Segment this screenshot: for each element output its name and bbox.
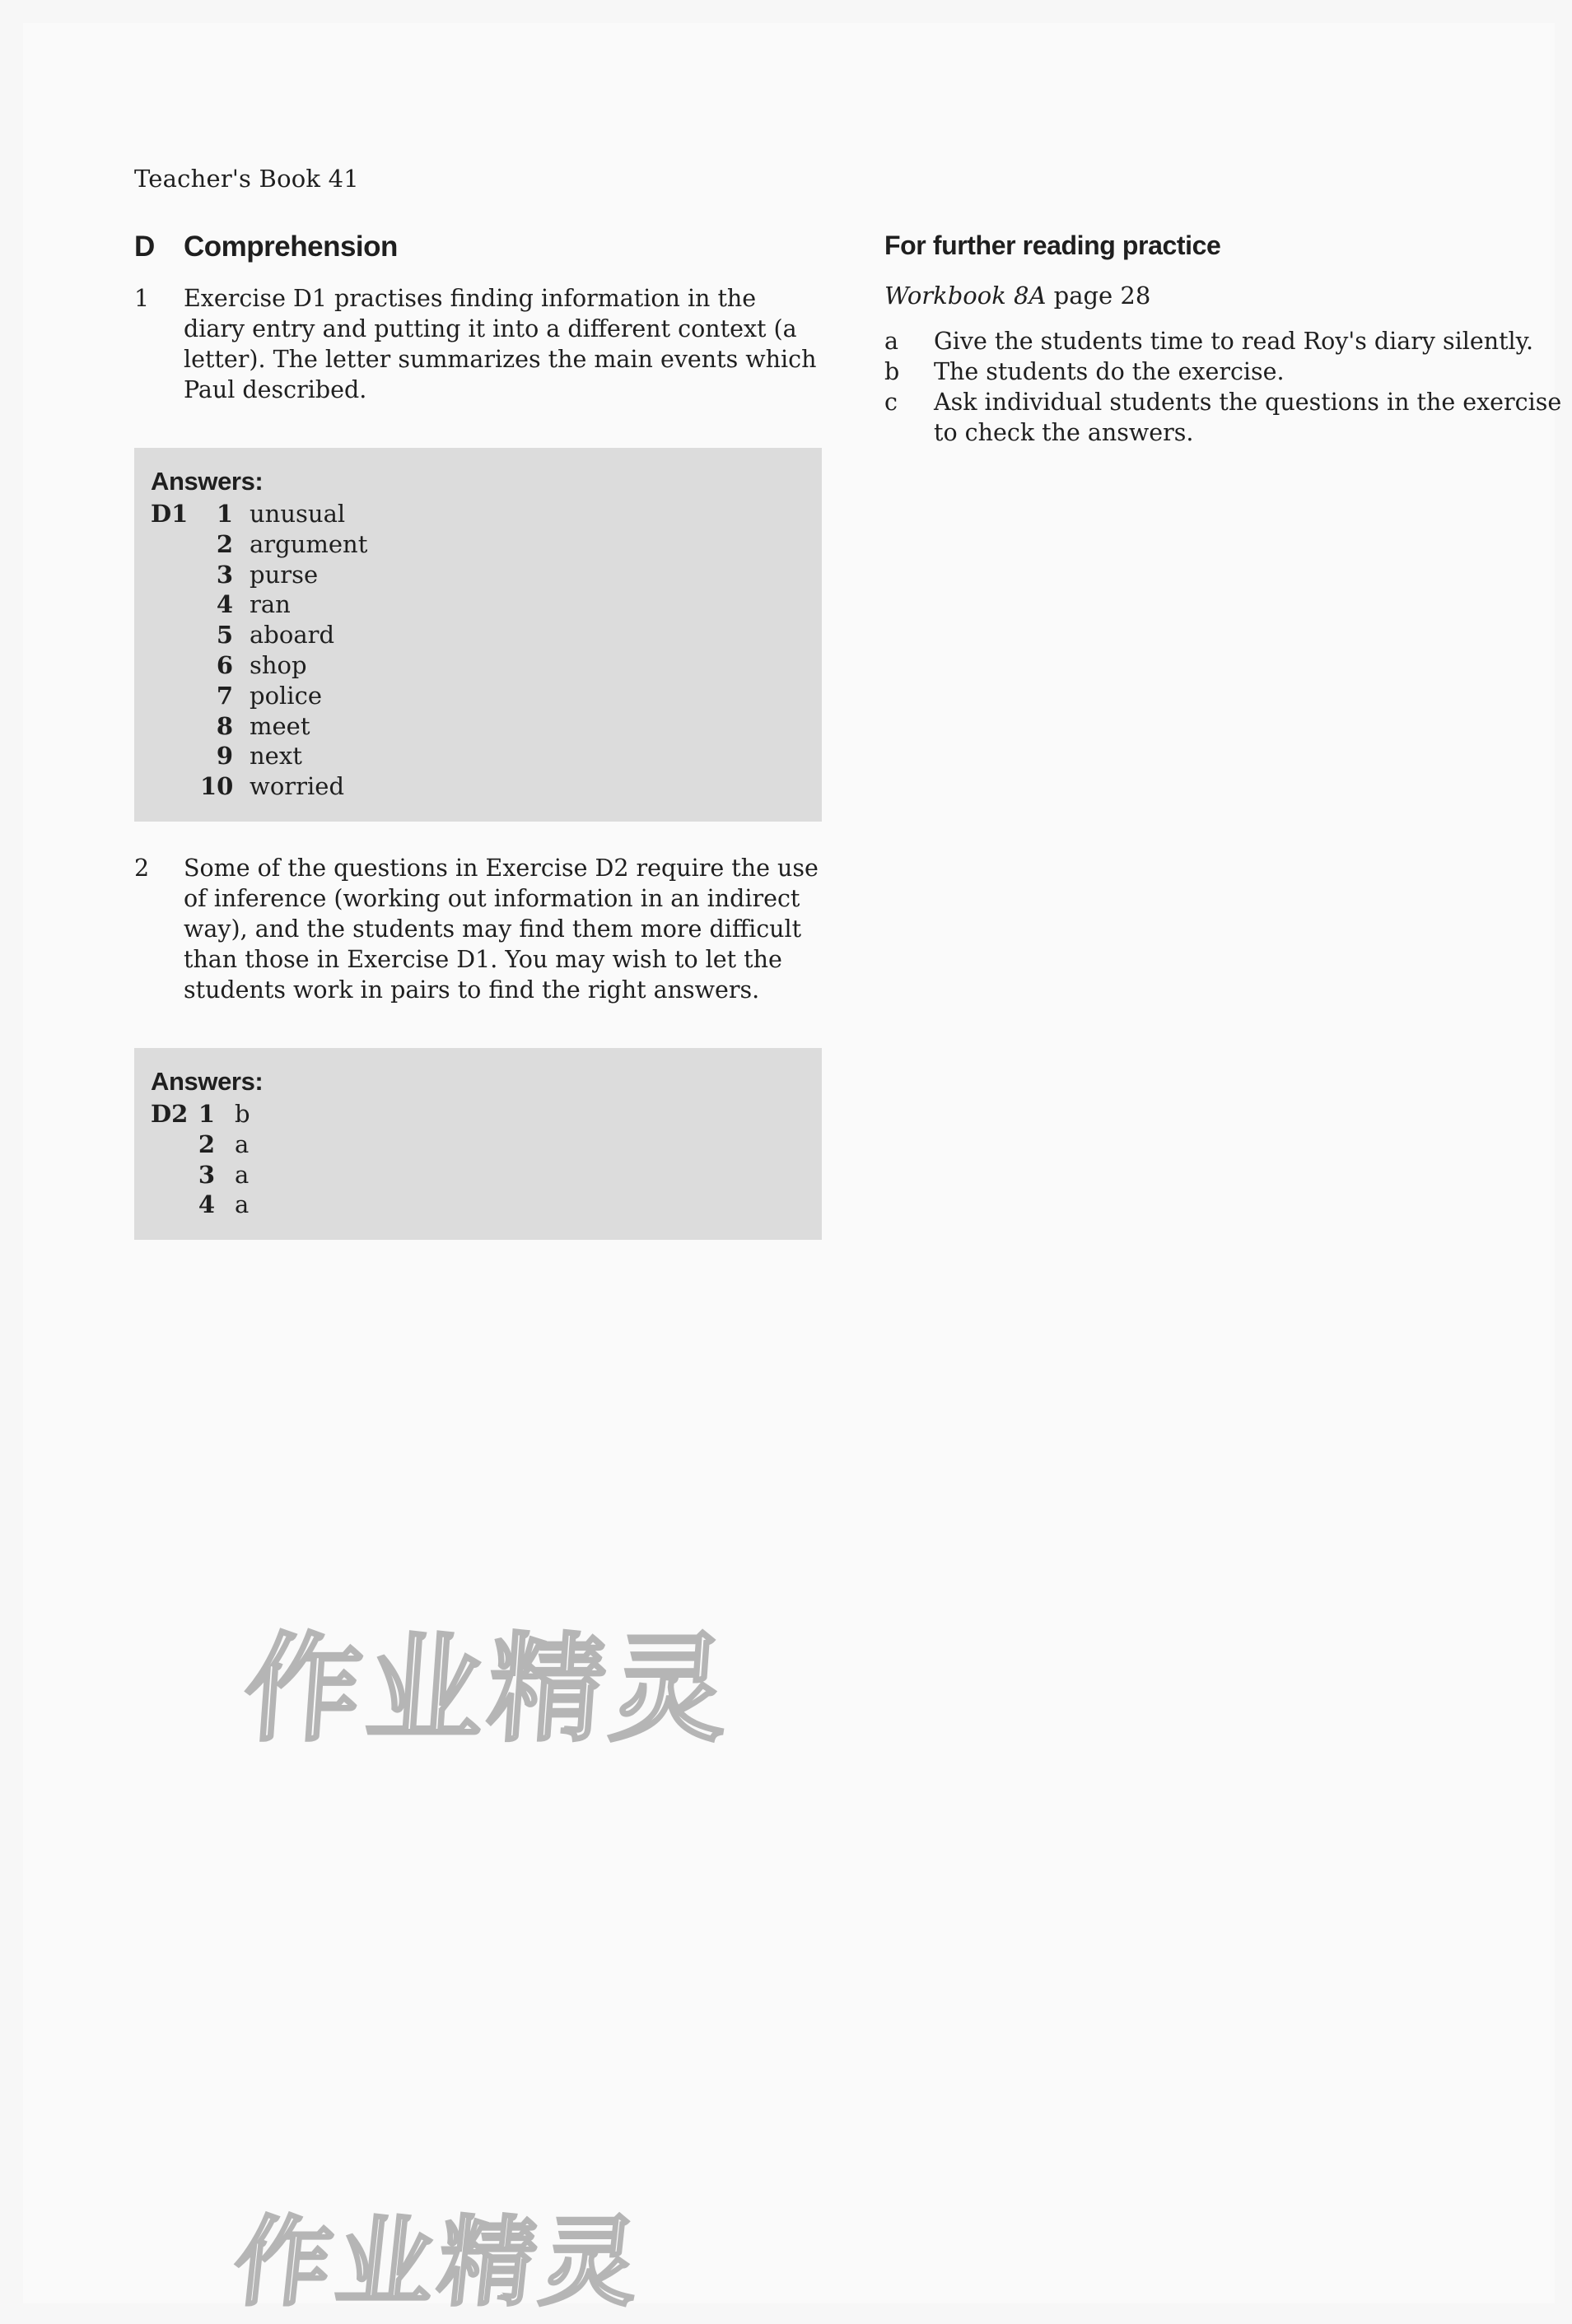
- paragraph-number: 2: [134, 854, 150, 882]
- answer-row: [200, 771, 367, 802]
- answer-row: [200, 529, 367, 560]
- answers-list: [184, 1099, 250, 1220]
- running-head: Teacher's Book 41: [134, 165, 359, 193]
- answer-value: worried: [250, 772, 345, 801]
- answer-value: unusual: [250, 500, 346, 528]
- watermark: 作业精灵: [240, 1622, 737, 1758]
- paragraph-1: [134, 283, 822, 405]
- answer-number: 1: [198, 1099, 215, 1128]
- workbook-reference: [884, 282, 1572, 310]
- steps-list: [884, 326, 1572, 448]
- step-item: [884, 356, 1572, 387]
- step-text: Ask individual students the questions in the exercise to check the answers.: [934, 389, 1562, 446]
- answer-value: meet: [250, 711, 310, 740]
- answer-row: [184, 1129, 250, 1160]
- answer-value: b: [235, 1099, 250, 1128]
- answer-value: police: [250, 681, 322, 710]
- answers-table: [151, 499, 822, 802]
- answers-title: Answers:: [151, 467, 264, 496]
- answer-value: a: [235, 1190, 250, 1219]
- answer-value: aboard: [250, 621, 335, 650]
- answer-row: [200, 681, 367, 711]
- page: [23, 23, 1562, 2319]
- answer-row: [200, 741, 367, 771]
- answer-row: [200, 711, 367, 742]
- answer-value: purse: [250, 560, 319, 589]
- answers-box-d2: [134, 1048, 822, 1240]
- step-label: c: [884, 389, 898, 416]
- answers-list: [200, 499, 367, 802]
- answer-row: [184, 1099, 250, 1129]
- answer-value: a: [235, 1129, 250, 1158]
- step-text: The students do the exercise.: [934, 358, 1285, 385]
- answer-value: ran: [250, 590, 291, 619]
- workbook-name: Workbook 8A: [884, 282, 1047, 310]
- answer-value: next: [250, 742, 302, 771]
- answer-row: [200, 560, 367, 590]
- step-item: [884, 387, 1572, 448]
- step-label: b: [884, 358, 900, 385]
- answer-row: [184, 1190, 250, 1220]
- answer-number: 4: [216, 590, 233, 619]
- step-label: a: [884, 328, 898, 355]
- section-heading: [134, 231, 822, 270]
- exercise-label: D1: [151, 500, 189, 528]
- answer-number: 3: [216, 560, 233, 589]
- answer-number: 5: [216, 621, 233, 650]
- answer-value: a: [235, 1160, 250, 1189]
- section-title: Comprehension: [184, 231, 398, 263]
- left-column: [134, 231, 822, 1240]
- answer-number: 6: [216, 650, 233, 679]
- paragraph-text: Exercise D1 practises finding information in the diary entry and putting it into a different context (a letter). The letter summarizes the main events which Paul described.: [184, 285, 817, 403]
- answer-number: 2: [216, 529, 233, 558]
- watermark: 作业精灵: [228, 2205, 650, 2319]
- answer-number: 10: [200, 772, 234, 801]
- answer-row: [184, 1160, 250, 1190]
- paragraph-number: 1: [134, 285, 150, 312]
- section-letter: D: [134, 231, 155, 263]
- answer-number: 2: [198, 1129, 215, 1158]
- right-column: [884, 231, 1572, 448]
- further-reading-title: For further reading practice: [884, 231, 1221, 260]
- step-item: [884, 326, 1572, 356]
- answer-number: 3: [198, 1160, 215, 1189]
- answers-box-d1: [134, 448, 822, 822]
- answers-table: [151, 1099, 822, 1220]
- answer-number: 4: [198, 1190, 215, 1219]
- answer-row: [200, 620, 367, 650]
- paragraph-2: [134, 853, 822, 1005]
- answer-number: 8: [216, 711, 233, 740]
- answer-number: 1: [216, 500, 233, 528]
- answer-row: [200, 650, 367, 681]
- answers-title: Answers:: [151, 1066, 264, 1096]
- workbook-page: page 28: [1046, 282, 1151, 310]
- step-text: Give the students time to read Roy's diary silently.: [934, 328, 1534, 355]
- exercise-label: D2: [151, 1099, 189, 1128]
- paragraph-text: Some of the questions in Exercise D2 require the use of inference (working out information in an indirect way), and the students may find them more difficult than those in Exercise D1. You may wish to let the students work in pairs to find the right answers.: [184, 854, 819, 1004]
- answer-row: [200, 499, 367, 529]
- answer-value: argument: [250, 529, 368, 558]
- answer-number: 9: [216, 742, 233, 771]
- answer-value: shop: [250, 650, 307, 679]
- answer-number: 7: [216, 681, 233, 710]
- answer-row: [200, 589, 367, 620]
